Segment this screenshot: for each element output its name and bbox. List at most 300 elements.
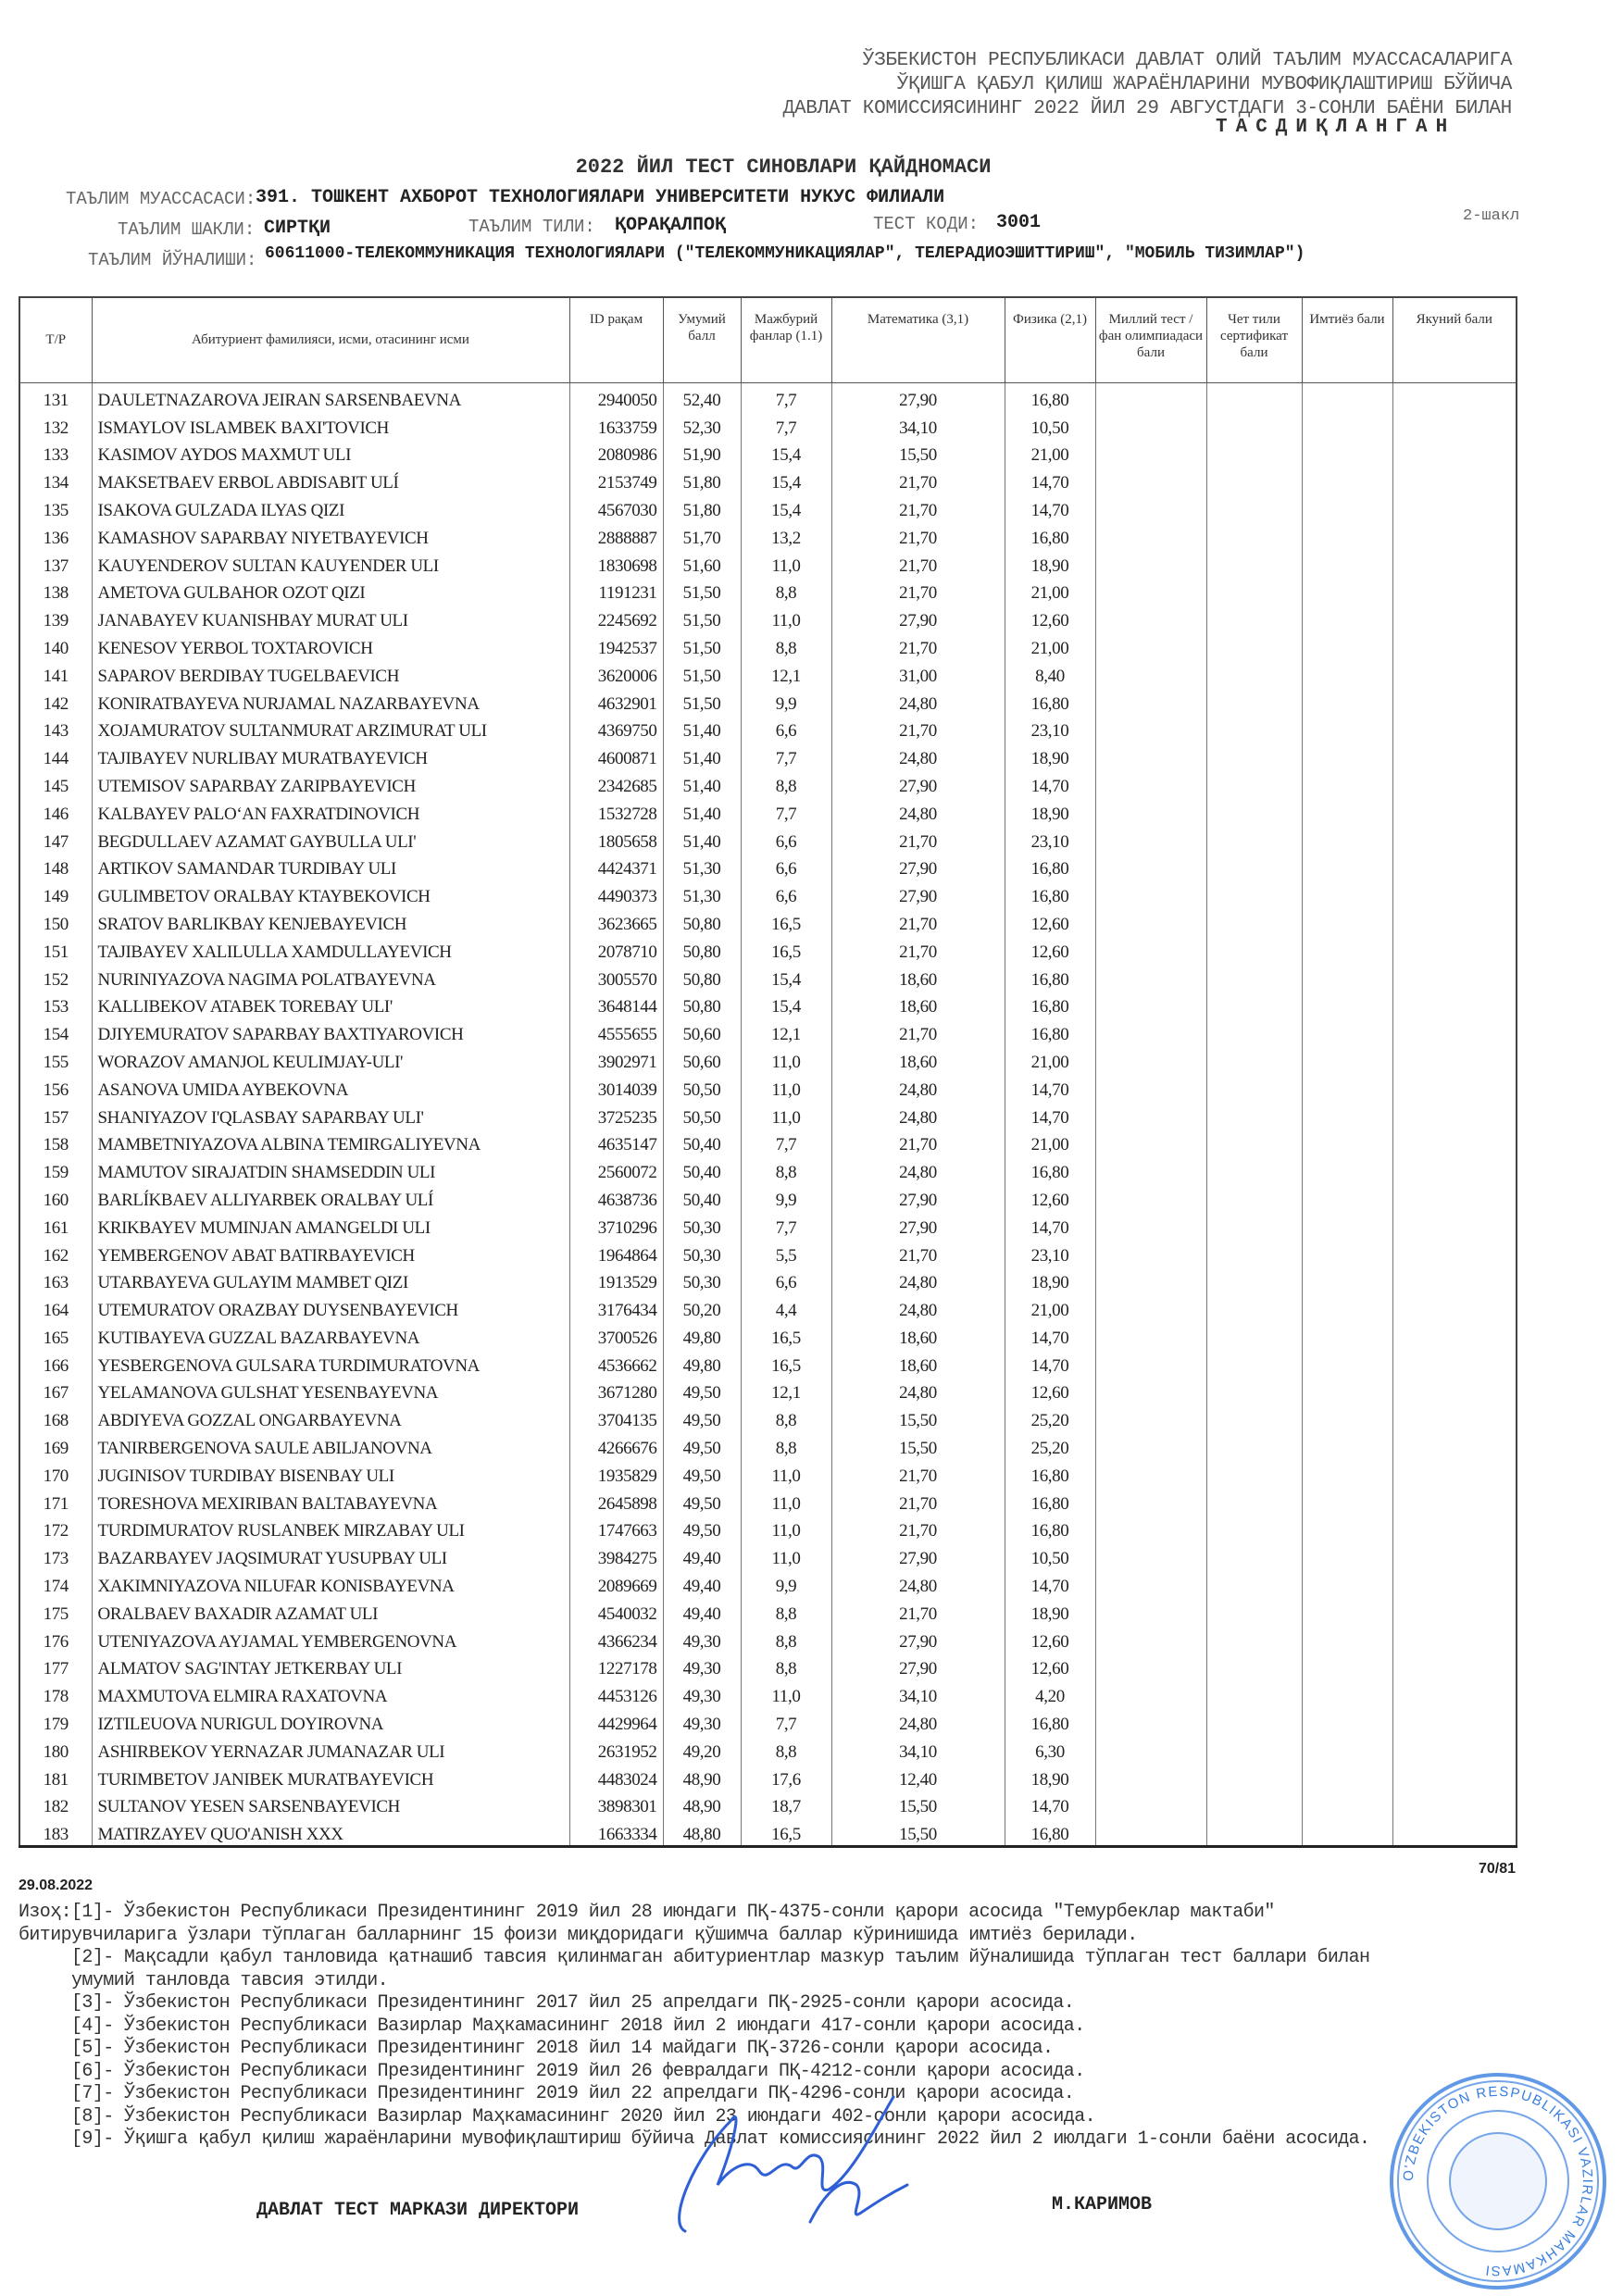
- applicant-name: DJIYEMURATOV SAPARBAY BAXTIYAROVICH: [92, 1017, 569, 1045]
- applicant-name: SHANIYAZOV I'QLASBAY SAPARBAY ULI': [92, 1101, 569, 1129]
- empty-cell: [1302, 1377, 1392, 1404]
- total-score: 49,50: [663, 1377, 741, 1404]
- empty-cell: [1206, 1349, 1302, 1377]
- row-number: 154: [19, 1017, 92, 1045]
- empty-cell: [1302, 880, 1392, 907]
- total-score: 50,80: [663, 963, 741, 991]
- empty-cell: [1302, 1735, 1392, 1763]
- table-row: [19, 466, 1517, 493]
- physics-score: 14,70: [1005, 769, 1095, 797]
- applicant-name: KAMASHOV SAPARBAY NIYETBAYEVICH: [92, 521, 569, 549]
- empty-cell: [1302, 1293, 1392, 1321]
- empty-cell: [1392, 1239, 1517, 1267]
- math-score: 24,80: [831, 1155, 1005, 1183]
- row-number: 145: [19, 769, 92, 797]
- row-number: 165: [19, 1321, 92, 1349]
- math-score: 21,70: [831, 1129, 1005, 1156]
- physics-score: 10,50: [1005, 411, 1095, 439]
- empty-cell: [1206, 549, 1302, 577]
- row-number: 171: [19, 1487, 92, 1515]
- empty-cell: [1206, 1211, 1302, 1239]
- applicant-id: 1913529: [569, 1267, 663, 1294]
- applicant-id: 3648144: [569, 991, 663, 1018]
- applicant-name: TANIRBERGENOVA SAULE ABILJANOVNA: [92, 1431, 569, 1459]
- applicant-name: KENESOV YERBOL TOXTAROVICH: [92, 631, 569, 659]
- math-score: 21,70: [831, 935, 1005, 963]
- empty-cell: [1095, 549, 1206, 577]
- empty-cell: [1392, 1569, 1517, 1597]
- mandatory-score: 11,0: [741, 1073, 831, 1101]
- empty-cell: [1095, 466, 1206, 493]
- mandatory-score: 15,4: [741, 439, 831, 467]
- empty-cell: [1392, 769, 1517, 797]
- mandatory-score: 11,0: [741, 1541, 831, 1569]
- physics-score: 25,20: [1005, 1431, 1095, 1459]
- empty-cell: [1206, 797, 1302, 825]
- total-score: 51,50: [663, 577, 741, 605]
- total-score: 50,50: [663, 1101, 741, 1129]
- table-row: [19, 1625, 1517, 1653]
- empty-cell: [1392, 1321, 1517, 1349]
- applicant-id: 2245692: [569, 604, 663, 631]
- physics-score: 16,80: [1005, 991, 1095, 1018]
- physics-score: 14,70: [1005, 493, 1095, 521]
- empty-cell: [1302, 797, 1392, 825]
- empty-cell: [1095, 1625, 1206, 1653]
- empty-cell: [1095, 1431, 1206, 1459]
- mandatory-score: 8,8: [741, 631, 831, 659]
- row-number: 174: [19, 1569, 92, 1597]
- empty-cell: [1095, 1293, 1206, 1321]
- applicant-id: 2342685: [569, 769, 663, 797]
- row-number: 181: [19, 1763, 92, 1791]
- row-number: 141: [19, 659, 92, 687]
- mandatory-score: 8,8: [741, 769, 831, 797]
- empty-cell: [1302, 991, 1392, 1018]
- mandatory-score: 11,0: [741, 604, 831, 631]
- table-row: [19, 1017, 1517, 1045]
- applicant-id: 3710296: [569, 1211, 663, 1239]
- table-row: [19, 853, 1517, 880]
- applicant-name: KAUYENDEROV SULTAN KAUYENDER ULI: [92, 549, 569, 577]
- mandatory-score: 12,1: [741, 1017, 831, 1045]
- approval-line-2: ЎҚИШГА ҚАБУЛ ҚИЛИШ ЖАРАЁНЛАРИНИ МУВОФИҚЛАШТИРИШ БЎЙИЧА: [896, 74, 1512, 95]
- math-score: 21,70: [831, 1459, 1005, 1487]
- mandatory-score: 8,8: [741, 1597, 831, 1625]
- total-score: 51,30: [663, 880, 741, 907]
- physics-score: 6,30: [1005, 1735, 1095, 1763]
- empty-cell: [1392, 521, 1517, 549]
- empty-cell: [1095, 769, 1206, 797]
- row-number: 179: [19, 1707, 92, 1735]
- empty-cell: [1302, 1129, 1392, 1156]
- empty-cell: [1392, 963, 1517, 991]
- mandatory-score: 11,0: [741, 549, 831, 577]
- physics-score: 18,90: [1005, 1597, 1095, 1625]
- empty-cell: [1095, 659, 1206, 687]
- table-row: [19, 1155, 1517, 1183]
- empty-cell: [1302, 907, 1392, 935]
- empty-cell: [1392, 1129, 1517, 1156]
- empty-cell: [1095, 1541, 1206, 1569]
- empty-cell: [1302, 1487, 1392, 1515]
- row-number: 178: [19, 1679, 92, 1707]
- header-col-privilege: Имтиёз бали: [1302, 297, 1392, 383]
- math-score: 34,10: [831, 411, 1005, 439]
- physics-score: 18,90: [1005, 1763, 1095, 1791]
- empty-cell: [1095, 1183, 1206, 1211]
- empty-cell: [1206, 1183, 1302, 1211]
- empty-cell: [1206, 1404, 1302, 1431]
- total-score: 49,40: [663, 1541, 741, 1569]
- math-score: 21,70: [831, 1597, 1005, 1625]
- total-score: 51,30: [663, 853, 741, 880]
- applicant-name: XAKIMNIYAZOVA NILUFAR KONISBAYEVNA: [92, 1569, 569, 1597]
- math-score: 27,90: [831, 1183, 1005, 1211]
- total-score: 51,40: [663, 825, 741, 853]
- empty-cell: [1302, 1404, 1392, 1431]
- header-col-national-test: Миллий тест / фан олимпиадаси бали: [1095, 297, 1206, 383]
- physics-score: 16,80: [1005, 1707, 1095, 1735]
- row-number: 143: [19, 715, 92, 742]
- empty-cell: [1392, 1763, 1517, 1791]
- applicant-id: 4490373: [569, 880, 663, 907]
- table-row: [19, 1515, 1517, 1542]
- applicant-name: SULTANOV YESEN SARSENBAYEVICH: [92, 1791, 569, 1818]
- applicant-name: BEGDULLAEV AZAMAT GAYBULLA ULI': [92, 825, 569, 853]
- table-row: [19, 769, 1517, 797]
- empty-cell: [1206, 1155, 1302, 1183]
- header-col-mathematics: Математика (3,1): [831, 297, 1005, 383]
- row-number: 137: [19, 549, 92, 577]
- applicant-id: 3898301: [569, 1791, 663, 1818]
- empty-cell: [1392, 1679, 1517, 1707]
- empty-cell: [1392, 1707, 1517, 1735]
- applicant-id: 1663334: [569, 1817, 663, 1846]
- empty-cell: [1095, 1515, 1206, 1542]
- mandatory-score: 7,7: [741, 383, 831, 411]
- total-score: 50,30: [663, 1211, 741, 1239]
- note-line: [8]- Ўзбекистон Республикаси Вазирлар Маҳкамасининг 2020 йил 23 июндаги 402-сонли қарори асосида.: [19, 2105, 1096, 2128]
- empty-cell: [1392, 1293, 1517, 1321]
- row-number: 144: [19, 742, 92, 769]
- mandatory-score: 7,7: [741, 797, 831, 825]
- total-score: 51,50: [663, 659, 741, 687]
- table-row: [19, 1211, 1517, 1239]
- applicant-name: DAULETNAZAROVA JEIRAN SARSENBAEVNA: [92, 383, 569, 411]
- math-score: 15,50: [831, 1791, 1005, 1818]
- math-score: 15,50: [831, 1431, 1005, 1459]
- empty-cell: [1095, 935, 1206, 963]
- document-title: 2022 ЙИЛ ТЕСТ СИНОВЛАРИ ҚАЙДНОМАСИ: [575, 156, 992, 179]
- empty-cell: [1206, 1293, 1302, 1321]
- empty-cell: [1302, 439, 1392, 467]
- empty-cell: [1095, 1487, 1206, 1515]
- applicant-name: KONIRATBAYEVA NURJAMAL NAZARBAYEVNA: [92, 687, 569, 715]
- empty-cell: [1095, 1017, 1206, 1045]
- applicant-id: 3014039: [569, 1073, 663, 1101]
- physics-score: 18,90: [1005, 1267, 1095, 1294]
- mandatory-score: 8,8: [741, 1625, 831, 1653]
- empty-cell: [1392, 1791, 1517, 1818]
- empty-cell: [1206, 1377, 1302, 1404]
- physics-score: 16,80: [1005, 1515, 1095, 1542]
- empty-cell: [1302, 853, 1392, 880]
- applicant-name: GULIMBETOV ORALBAY KTAYBEKOVICH: [92, 880, 569, 907]
- total-score: 51,60: [663, 549, 741, 577]
- table-row: [19, 1653, 1517, 1680]
- empty-cell: [1095, 577, 1206, 605]
- total-score: 49,50: [663, 1404, 741, 1431]
- empty-cell: [1206, 1459, 1302, 1487]
- empty-cell: [1302, 549, 1392, 577]
- empty-cell: [1206, 1431, 1302, 1459]
- table-row: [19, 1541, 1517, 1569]
- empty-cell: [1095, 1597, 1206, 1625]
- row-number: 169: [19, 1431, 92, 1459]
- mandatory-score: 6,6: [741, 1267, 831, 1294]
- empty-cell: [1302, 742, 1392, 769]
- empty-cell: [1095, 1404, 1206, 1431]
- test-code-label: ТЕСТ КОДИ:: [873, 214, 980, 234]
- empty-cell: [1095, 604, 1206, 631]
- empty-cell: [1302, 1101, 1392, 1129]
- empty-cell: [1302, 1211, 1392, 1239]
- table-row: [19, 715, 1517, 742]
- row-number: 168: [19, 1404, 92, 1431]
- empty-cell: [1206, 1679, 1302, 1707]
- physics-score: 12,60: [1005, 1183, 1095, 1211]
- empty-cell: [1392, 991, 1517, 1018]
- empty-cell: [1302, 1349, 1392, 1377]
- row-number: 136: [19, 521, 92, 549]
- applicant-id: 4600871: [569, 742, 663, 769]
- empty-cell: [1206, 493, 1302, 521]
- total-score: 51,70: [663, 521, 741, 549]
- math-score: 24,80: [831, 1267, 1005, 1294]
- applicant-name: NURINIYAZOVA NAGIMA POLATBAYEVNA: [92, 963, 569, 991]
- table-row: [19, 521, 1517, 549]
- empty-cell: [1206, 466, 1302, 493]
- math-score: 24,80: [831, 1073, 1005, 1101]
- math-score: 21,70: [831, 577, 1005, 605]
- total-score: 49,50: [663, 1515, 741, 1542]
- applicant-id: 1830698: [569, 549, 663, 577]
- physics-score: 21,00: [1005, 1045, 1095, 1073]
- math-score: 21,70: [831, 715, 1005, 742]
- header-col-foreign-language: Чет тили сертификат бали: [1206, 297, 1302, 383]
- row-number: 175: [19, 1597, 92, 1625]
- empty-cell: [1095, 1791, 1206, 1818]
- applicant-id: 1633759: [569, 411, 663, 439]
- applicant-name: ARTIKOV SAMANDAR TURDIBAY ULI: [92, 853, 569, 880]
- empty-cell: [1392, 1515, 1517, 1542]
- note-line: Изоҳ:[1]- Ўзбекистон Республикаси Президентининг 2019 йил 28 июндаги ПҚ-4375-сонли қарори асосида "Темурбеклар мактаби": [19, 1902, 1275, 1923]
- mandatory-score: 7,7: [741, 1211, 831, 1239]
- table-row: [19, 1817, 1517, 1846]
- total-score: 52,30: [663, 411, 741, 439]
- empty-cell: [1392, 1155, 1517, 1183]
- math-score: 27,90: [831, 880, 1005, 907]
- empty-cell: [1206, 1073, 1302, 1101]
- table-row: [19, 1129, 1517, 1156]
- applicant-id: 2089669: [569, 1569, 663, 1597]
- mandatory-score: 16,5: [741, 1349, 831, 1377]
- math-score: 27,90: [831, 1211, 1005, 1239]
- math-score: 27,90: [831, 853, 1005, 880]
- mandatory-score: 17,6: [741, 1763, 831, 1791]
- empty-cell: [1206, 853, 1302, 880]
- empty-cell: [1302, 1459, 1392, 1487]
- empty-cell: [1095, 907, 1206, 935]
- empty-cell: [1206, 411, 1302, 439]
- empty-cell: [1392, 1101, 1517, 1129]
- empty-cell: [1392, 687, 1517, 715]
- header-col-number: Т/Р: [19, 297, 92, 383]
- empty-cell: [1302, 1763, 1392, 1791]
- applicant-name: BAZARBAYEV JAQSIMURAT YUSUPBAY ULI: [92, 1541, 569, 1569]
- empty-cell: [1095, 991, 1206, 1018]
- applicant-name: TAJIBAYEV NURLIBAY MURATBAYEVICH: [92, 742, 569, 769]
- empty-cell: [1392, 880, 1517, 907]
- empty-cell: [1302, 1597, 1392, 1625]
- table-row: [19, 604, 1517, 631]
- math-score: 27,90: [831, 769, 1005, 797]
- mandatory-score: 12,1: [741, 1377, 831, 1404]
- applicant-id: 3005570: [569, 963, 663, 991]
- mandatory-score: 16,5: [741, 1817, 831, 1846]
- total-score: 51,40: [663, 797, 741, 825]
- official-stamp: [1387, 2070, 1609, 2292]
- table-row: [19, 1101, 1517, 1129]
- empty-cell: [1392, 1735, 1517, 1763]
- physics-score: 21,00: [1005, 631, 1095, 659]
- math-score: 24,80: [831, 1293, 1005, 1321]
- total-score: 49,50: [663, 1487, 741, 1515]
- applicant-name: IZTILEUOVA NURIGUL DOYIROVNA: [92, 1707, 569, 1735]
- empty-cell: [1206, 1791, 1302, 1818]
- table-row: [19, 1073, 1517, 1101]
- form-of-study-label: ТАЪЛИМ ШАКЛИ:: [118, 219, 256, 240]
- physics-score: 25,20: [1005, 1404, 1095, 1431]
- direction-label: ТАЪЛИМ ЙЎНАЛИШИ:: [88, 250, 257, 270]
- applicant-name: BARLÍKBAEV ALLIYARBEK ORALBAY ULÍ: [92, 1183, 569, 1211]
- physics-score: 12,60: [1005, 1653, 1095, 1680]
- empty-cell: [1302, 1183, 1392, 1211]
- total-score: 50,60: [663, 1045, 741, 1073]
- direction-value: 60611000-ТЕЛЕКОММУНИКАЦИЯ ТЕХНОЛОГИЯЛАРИ ("ТЕЛЕКОММУНИКАЦИЯЛАР", ТЕЛЕРАДИОЭШИТТИРИШ", "МОБИЛЬ ТИЗИМЛАР"): [265, 244, 1305, 263]
- physics-score: 16,80: [1005, 687, 1095, 715]
- table-row: [19, 659, 1517, 687]
- physics-score: 8,40: [1005, 659, 1095, 687]
- empty-cell: [1095, 411, 1206, 439]
- total-score: 51,90: [663, 439, 741, 467]
- applicant-name: TURDIMURATOV RUSLANBEK MIRZABAY ULI: [92, 1515, 569, 1542]
- applicant-name: KASIMOV AYDOS MAXMUT ULI: [92, 439, 569, 467]
- empty-cell: [1392, 1817, 1517, 1846]
- empty-cell: [1392, 549, 1517, 577]
- physics-score: 23,10: [1005, 1239, 1095, 1267]
- language-value: ҚОРАҚАЛПОҚ: [615, 215, 727, 236]
- note-line: [9]- Ўқишга қабул қилиш жараёнларини мувофиқлаштириш бўйича Давлат комиссиясининг 2022 йил 2 июлдаги 1-сонли баёни асосида.: [19, 2128, 1370, 2150]
- mandatory-score: 8,8: [741, 1431, 831, 1459]
- note-line: [2]- Мақсадли қабул танловида қатнашиб тавсия қилинмаган абитуриентлар мазкур таълим йўналишида тўплаган тест баллари билан: [19, 1947, 1370, 1968]
- empty-cell: [1392, 1625, 1517, 1653]
- applicant-id: 2940050: [569, 383, 663, 411]
- empty-cell: [1302, 825, 1392, 853]
- physics-score: 16,80: [1005, 383, 1095, 411]
- empty-cell: [1302, 963, 1392, 991]
- table-row: [19, 1763, 1517, 1791]
- table-row: [19, 1487, 1517, 1515]
- empty-cell: [1392, 493, 1517, 521]
- table-row: [19, 1239, 1517, 1267]
- mandatory-score: 6,6: [741, 825, 831, 853]
- physics-score: 12,60: [1005, 1625, 1095, 1653]
- applicant-id: 3902971: [569, 1045, 663, 1073]
- mandatory-score: 9,9: [741, 687, 831, 715]
- applicant-id: 4424371: [569, 853, 663, 880]
- empty-cell: [1392, 1653, 1517, 1680]
- empty-cell: [1206, 1707, 1302, 1735]
- table-row: [19, 907, 1517, 935]
- applicant-id: 1227178: [569, 1653, 663, 1680]
- applicant-id: 3620006: [569, 659, 663, 687]
- empty-cell: [1095, 742, 1206, 769]
- row-number: 180: [19, 1735, 92, 1763]
- empty-cell: [1392, 1377, 1517, 1404]
- table-row: [19, 1707, 1517, 1735]
- empty-cell: [1206, 1763, 1302, 1791]
- math-score: 18,60: [831, 1045, 1005, 1073]
- note-line: умумий танловда тавсия этилди.: [19, 1969, 389, 1991]
- empty-cell: [1302, 1625, 1392, 1653]
- table-row: [19, 631, 1517, 659]
- page-number: 70/81: [1478, 1861, 1516, 1877]
- empty-cell: [1392, 466, 1517, 493]
- approval-line-3: ДАВЛАТ КОМИССИЯСИНИНГ 2022 ЙИЛ 29 АВГУСТДАГИ 3-СОНЛИ БАЁНИ БИЛАН: [782, 98, 1512, 119]
- physics-score: 16,80: [1005, 880, 1095, 907]
- applicant-id: 1935829: [569, 1459, 663, 1487]
- empty-cell: [1206, 1101, 1302, 1129]
- applicant-id: 4483024: [569, 1763, 663, 1791]
- empty-cell: [1392, 1073, 1517, 1101]
- total-score: 52,40: [663, 383, 741, 411]
- header-col-mandatory-subjects: Мажбурий фанлар (1.1): [741, 297, 831, 383]
- signature: [630, 2083, 926, 2240]
- signature-stroke: [680, 2097, 907, 2231]
- empty-cell: [1206, 439, 1302, 467]
- table-row: [19, 493, 1517, 521]
- math-score: 15,50: [831, 439, 1005, 467]
- row-number: 146: [19, 797, 92, 825]
- empty-cell: [1095, 825, 1206, 853]
- row-number: 139: [19, 604, 92, 631]
- applicant-name: ORALBAEV BAXADIR AZAMAT ULI: [92, 1597, 569, 1625]
- empty-cell: [1392, 1017, 1517, 1045]
- row-number: 159: [19, 1155, 92, 1183]
- math-score: 15,50: [831, 1404, 1005, 1431]
- empty-cell: [1095, 493, 1206, 521]
- empty-cell: [1392, 1541, 1517, 1569]
- header-col-id: ID рақам: [569, 297, 663, 383]
- empty-cell: [1206, 1541, 1302, 1569]
- math-score: 24,80: [831, 1101, 1005, 1129]
- empty-cell: [1302, 493, 1392, 521]
- applicant-id: 4453126: [569, 1679, 663, 1707]
- applicant-name: MAMBETNIYAZOVA ALBINA TEMIRGALIYEVNA: [92, 1129, 569, 1156]
- empty-cell: [1095, 631, 1206, 659]
